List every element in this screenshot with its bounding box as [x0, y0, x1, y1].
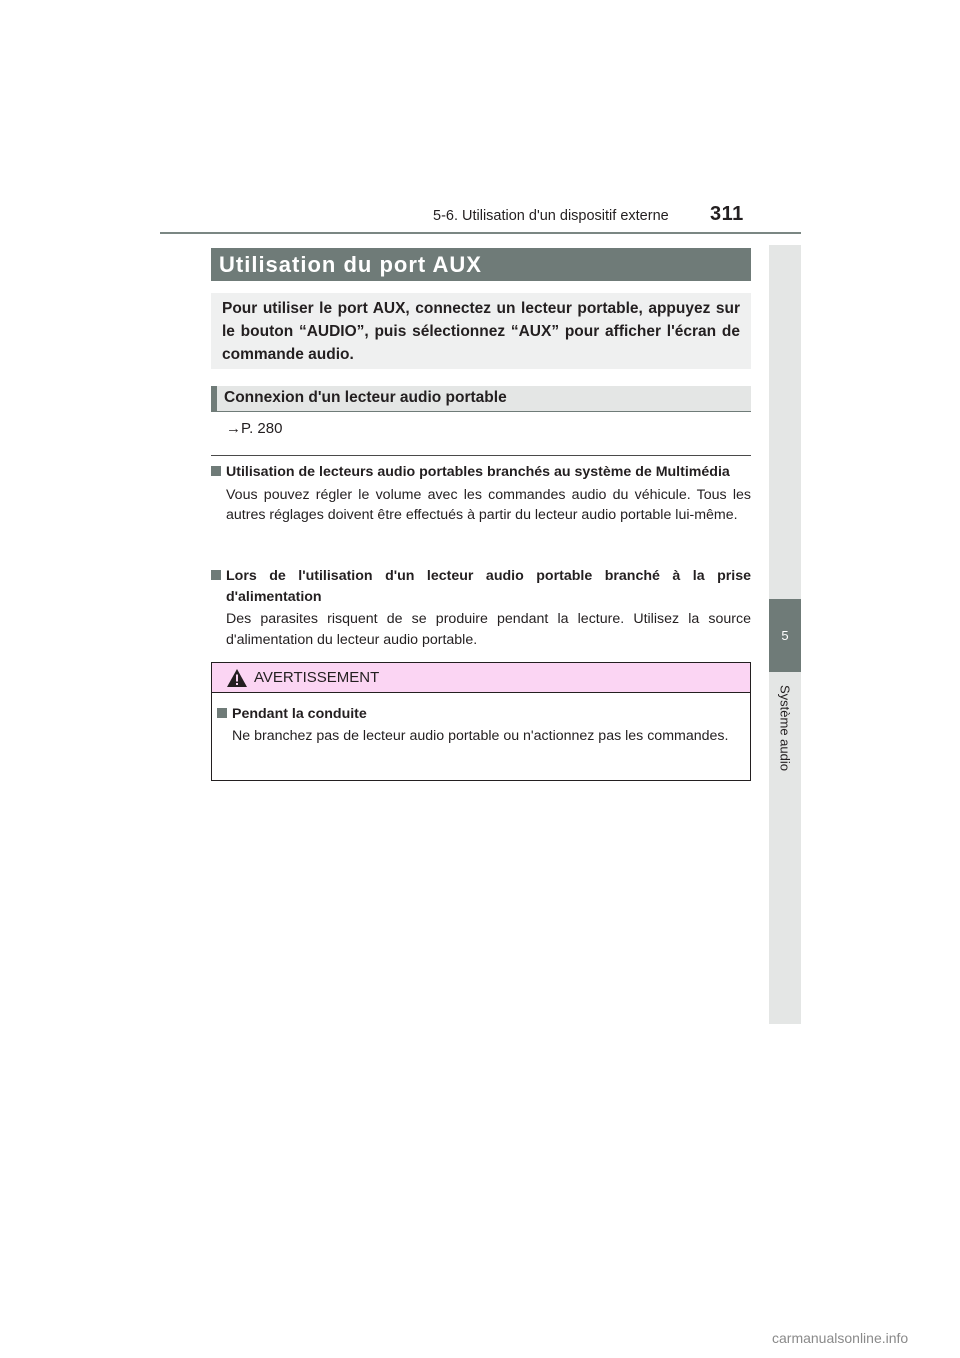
page-reference-link[interactable]: →P. 280 [226, 420, 283, 437]
warning-title: Pendant la conduite [232, 706, 367, 722]
square-bullet-icon [217, 708, 227, 718]
square-bullet-icon [211, 570, 221, 580]
header-rule [160, 232, 801, 234]
note-item [211, 566, 751, 650]
warning-label: AVERTISSEMENT [254, 669, 380, 686]
warning-header [212, 663, 750, 693]
header-section-title: 5-6. Utilisation d'un dispositif externe [433, 208, 669, 224]
square-bullet-icon [211, 466, 221, 476]
warning-content [217, 704, 745, 746]
note-item [211, 462, 751, 526]
note-title: Utilisation de lecteurs audio portables branchés au système de Multimédia [226, 464, 730, 480]
note-body: Des parasites risquent de se produire pendant la lecture. Utilisez la source d'alimentation du lecteur audio portable. [226, 611, 751, 648]
subheading-text: Connexion d'un lecteur audio portable [224, 389, 507, 406]
chapter-number: 5 [769, 599, 801, 672]
note-body: Vous pouvez régler le volume avec les commandes audio du véhicule. Tous les autres réglages doivent être effectués à partir du lecteur audio portable lui-même. [226, 486, 751, 523]
note-title: Lors de l'utilisation d'un lecteur audio portable branché à la prise d'alimentation [226, 568, 751, 605]
page-title: Utilisation du port AUX [211, 248, 751, 281]
intro-text: Pour utiliser le port AUX, connectez un lecteur portable, appuyez sur le bouton “AUDIO”, puis sélectionnez “AUX” pour afficher l'écran de commande audio. [211, 293, 751, 369]
page-number: 311 [710, 203, 744, 225]
subheading-accent [211, 386, 217, 411]
warning-body: Ne branchez pas de lecteur audio portable ou n'actionnez pas les commandes. [232, 727, 729, 744]
section-separator [211, 455, 751, 456]
watermark: carmanualsonline.info [772, 1330, 909, 1346]
warning-box [211, 662, 751, 781]
subheading-bar [211, 386, 751, 412]
warning-triangle-icon [226, 668, 248, 688]
chapter-title: Système audio [777, 685, 793, 771]
